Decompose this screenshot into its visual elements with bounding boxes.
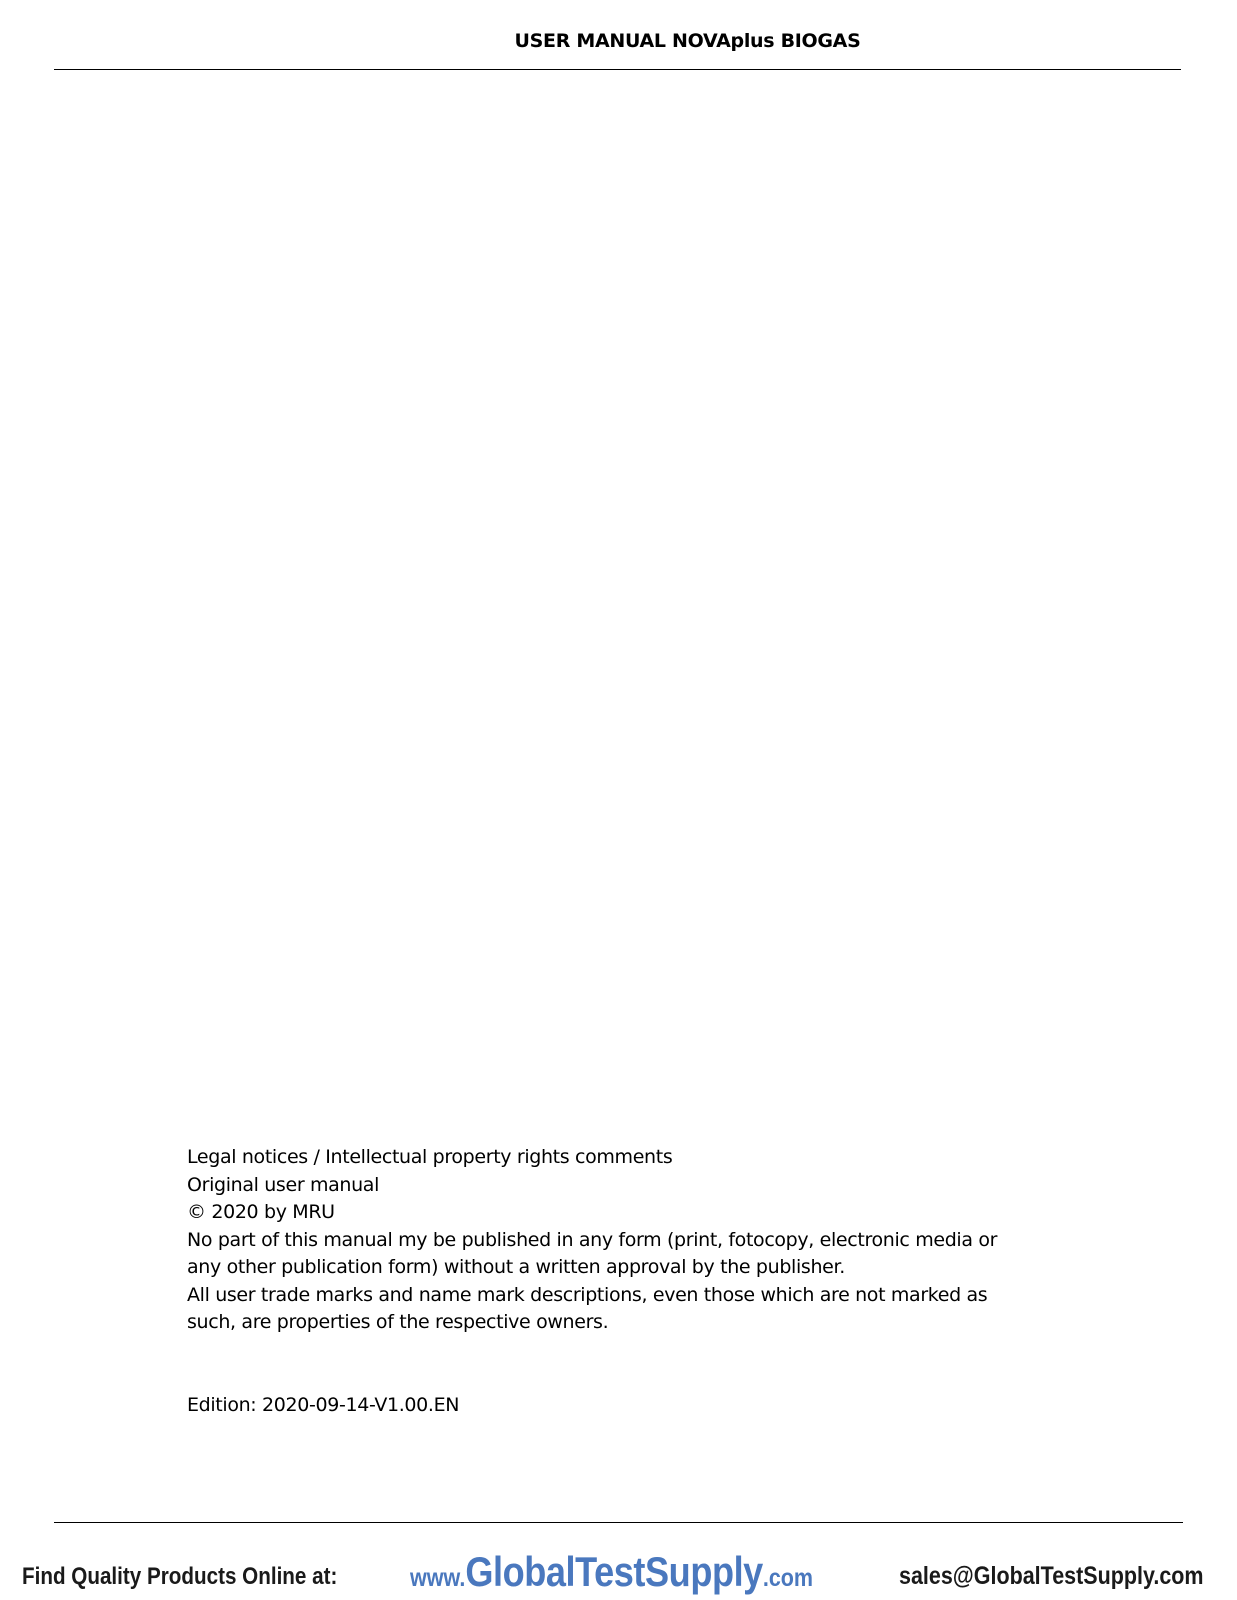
- page-header-title: USER MANUAL NOVAplus BIOGAS: [514, 30, 861, 52]
- legal-line: No part of this manual my be published in any form (print, fotocopy, electronic media or: [187, 1228, 998, 1251]
- legal-line: such, are properties of the respective owners.: [187, 1311, 609, 1333]
- footer-email-link[interactable]: sales@GlobalTestSupply.com: [899, 1562, 1204, 1590]
- footer-divider: [54, 1522, 1183, 1523]
- footer-website-link[interactable]: [410, 1548, 813, 1596]
- legal-line: Legal notices / Intellectual property rights comments: [187, 1146, 673, 1168]
- header-divider: [54, 69, 1181, 70]
- website-prefix: www.: [410, 1564, 466, 1592]
- legal-line: © 2020 by MRU: [187, 1201, 335, 1223]
- footer-tagline: Find Quality Products Online at:: [22, 1563, 338, 1590]
- legal-line: Original user manual: [187, 1173, 380, 1196]
- legal-notice: [187, 1144, 1057, 1337]
- edition-label: Edition: 2020-09-14-V1.00.EN: [187, 1394, 460, 1416]
- website-domain: GlobalTestSupply: [465, 1548, 763, 1595]
- legal-line: any other publication form) without a written approval by the publisher.: [187, 1256, 845, 1278]
- website-tld: .com: [762, 1564, 814, 1592]
- legal-line: All user trade marks and name mark descriptions, even those which are not marked as: [187, 1283, 988, 1306]
